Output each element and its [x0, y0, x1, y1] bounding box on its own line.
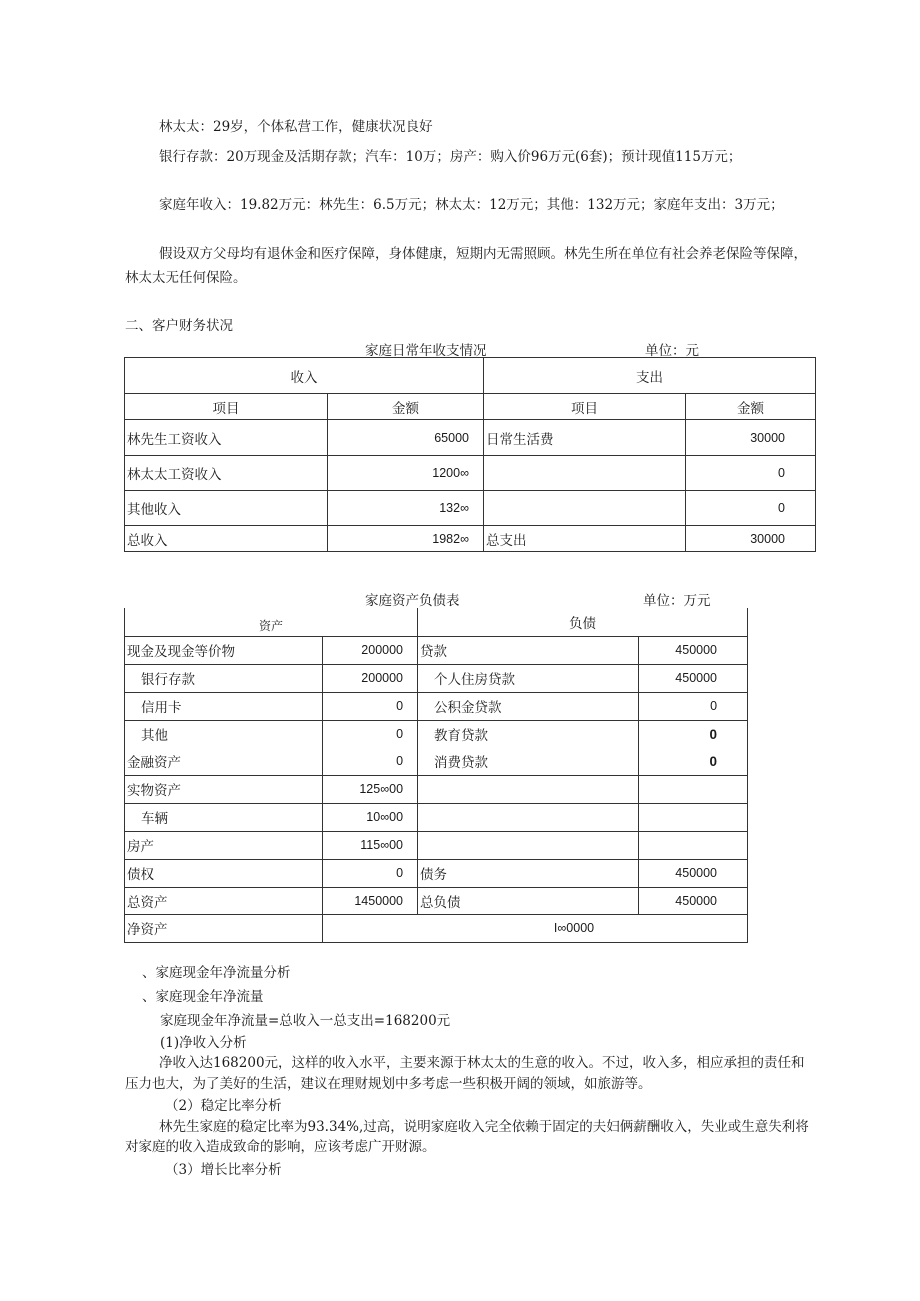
asset-value: 0 [323, 720, 418, 748]
balance-sheet-unit: 单位：万元 [643, 593, 711, 609]
intro-line-2: 银行存款：20万现金及活期存款；汽车：10万；房产：购入价96万元(6套)；预计现值115万元； [159, 149, 742, 165]
asset-value: 1450000 [323, 887, 418, 914]
cashflow-formula: 家庭现金年净流量=总收入一总支出=168200元 [160, 1013, 451, 1029]
expense-item: 总支出 [484, 526, 686, 552]
income-header: 收入 [125, 358, 484, 394]
asset-label: 银行存款 [125, 664, 323, 692]
table-row [125, 420, 816, 456]
liability-value: 450000 [639, 664, 748, 692]
expense-item: 日常生活费 [484, 420, 686, 456]
table-row [125, 526, 816, 552]
table-row [125, 456, 816, 491]
liability-value: 450000 [639, 887, 748, 914]
liability-label [418, 831, 639, 859]
income-item: 其他收入 [125, 491, 328, 526]
asset-value: 115∞00 [323, 831, 418, 859]
intro-line-1: 林太太：29岁，个体私营工作，健康状况良好 [159, 119, 433, 135]
income-amount: 1982∞ [328, 526, 484, 552]
asset-label: 总资产 [125, 887, 323, 914]
balance-sheet-title: 家庭资产负债表 [365, 593, 460, 609]
balance-sheet-table [124, 608, 748, 943]
liability-label [418, 775, 639, 803]
table-row [125, 803, 748, 831]
table-row [125, 775, 748, 803]
liability-label: 债务 [418, 859, 639, 887]
asset-header: 资产 [125, 608, 418, 636]
asset-value: 200000 [323, 636, 418, 664]
net-asset-value: I∞0000 [323, 914, 748, 942]
intro-line-3: 家庭年收入：19.82万元：林先生：6.5万元；林太太：12万元；其他：132万元；家庭年支出：3万元； [159, 197, 784, 213]
expense-header: 支出 [484, 358, 816, 394]
asset-value: 0 [323, 859, 418, 887]
liability-label: 总负债 [418, 887, 639, 914]
section-title-finance: 二、客户财务状况 [125, 318, 233, 334]
liability-header: 负债 [418, 608, 748, 636]
col-amount: 金额 [328, 394, 484, 420]
net-asset-label: 净资产 [125, 914, 323, 942]
liability-value [639, 831, 748, 859]
analysis-heading-1: 、家庭现金年净流量分析 [142, 965, 291, 981]
growth-title: （3）增长比率分析 [165, 1162, 282, 1178]
table-row [125, 720, 748, 748]
stability-text: 林先生家庭的稳定比率为93.34%,过高，说明家庭收入完全依赖于固定的夫妇俩薪酬收入，失业或生意失利将对家庭的收入造成致命的影响，应该考虑广开财源。 [125, 1119, 809, 1155]
net-income-title: (1)净收入分析 [160, 1035, 247, 1051]
expense-amount: 30000 [686, 526, 816, 552]
asset-value: 125∞00 [323, 775, 418, 803]
income-item: 总收入 [125, 526, 328, 552]
col-item: 项目 [125, 394, 328, 420]
asset-value: 10∞00 [323, 803, 418, 831]
asset-label: 金融资产 [125, 748, 323, 775]
liability-value: 450000 [639, 859, 748, 887]
asset-label: 债权 [125, 859, 323, 887]
liability-value: 0 [639, 692, 748, 720]
expense-item [484, 456, 686, 491]
income-amount: 1200∞ [328, 456, 484, 491]
liability-value: 0 [639, 720, 748, 748]
income-item: 林先生工资收入 [125, 420, 328, 456]
asset-label: 实物资产 [125, 775, 323, 803]
liability-value: 0 [639, 748, 748, 775]
income-table-title: 家庭日常年收支情况 [365, 343, 487, 359]
income-amount: 132∞ [328, 491, 484, 526]
asset-value: 200000 [323, 664, 418, 692]
col-amount: 金额 [686, 394, 816, 420]
liability-label: 公积金贷款 [418, 692, 639, 720]
table-row [125, 887, 748, 914]
liability-label [418, 803, 639, 831]
asset-label: 其他 [125, 720, 323, 748]
income-table-unit: 单位：元 [645, 343, 699, 359]
asset-value: 0 [323, 748, 418, 775]
table-row [125, 914, 748, 942]
liability-label: 消费贷款 [418, 748, 639, 775]
liability-value [639, 803, 748, 831]
asset-label: 车辆 [125, 803, 323, 831]
intro-line-4: 假设双方父母均有退休金和医疗保障，身体健康，短期内无需照顾。林先生所在单位有社会养老保险等保障，林太太无任何保险。 [125, 246, 807, 286]
liability-value: 450000 [639, 636, 748, 664]
table-row [125, 748, 748, 775]
expense-amount: 0 [686, 456, 816, 491]
liability-value [639, 775, 748, 803]
liability-label: 个人住房贷款 [418, 664, 639, 692]
table-row [125, 859, 748, 887]
asset-label: 房产 [125, 831, 323, 859]
table-row [125, 831, 748, 859]
expense-item [484, 491, 686, 526]
expense-amount: 0 [686, 491, 816, 526]
table-row [125, 692, 748, 720]
stability-title: （2）稳定比率分析 [165, 1098, 282, 1114]
asset-label: 现金及现金等价物 [125, 636, 323, 664]
col-item: 项目 [484, 394, 686, 420]
income-expense-table [124, 357, 816, 552]
liability-label: 教育贷款 [418, 720, 639, 748]
liability-label: 贷款 [418, 636, 639, 664]
net-income-text: 净收入达168200元，这样的收入水平，主要来源于林太太的生意的收入。不过，收入多，相应承担的责任和压力也大，为了美好的生活，建议在理财规划中多考虑一些积极开阔的领域，如旅游等。 [125, 1055, 805, 1092]
asset-label: 信用卡 [125, 692, 323, 720]
expense-amount: 30000 [686, 420, 816, 456]
table-row [125, 664, 748, 692]
table-row [125, 491, 816, 526]
income-amount: 65000 [328, 420, 484, 456]
table-row [125, 636, 748, 664]
income-item: 林太太工资收入 [125, 456, 328, 491]
asset-value: 0 [323, 692, 418, 720]
analysis-heading-2: 、家庭现金年净流量 [142, 989, 264, 1005]
